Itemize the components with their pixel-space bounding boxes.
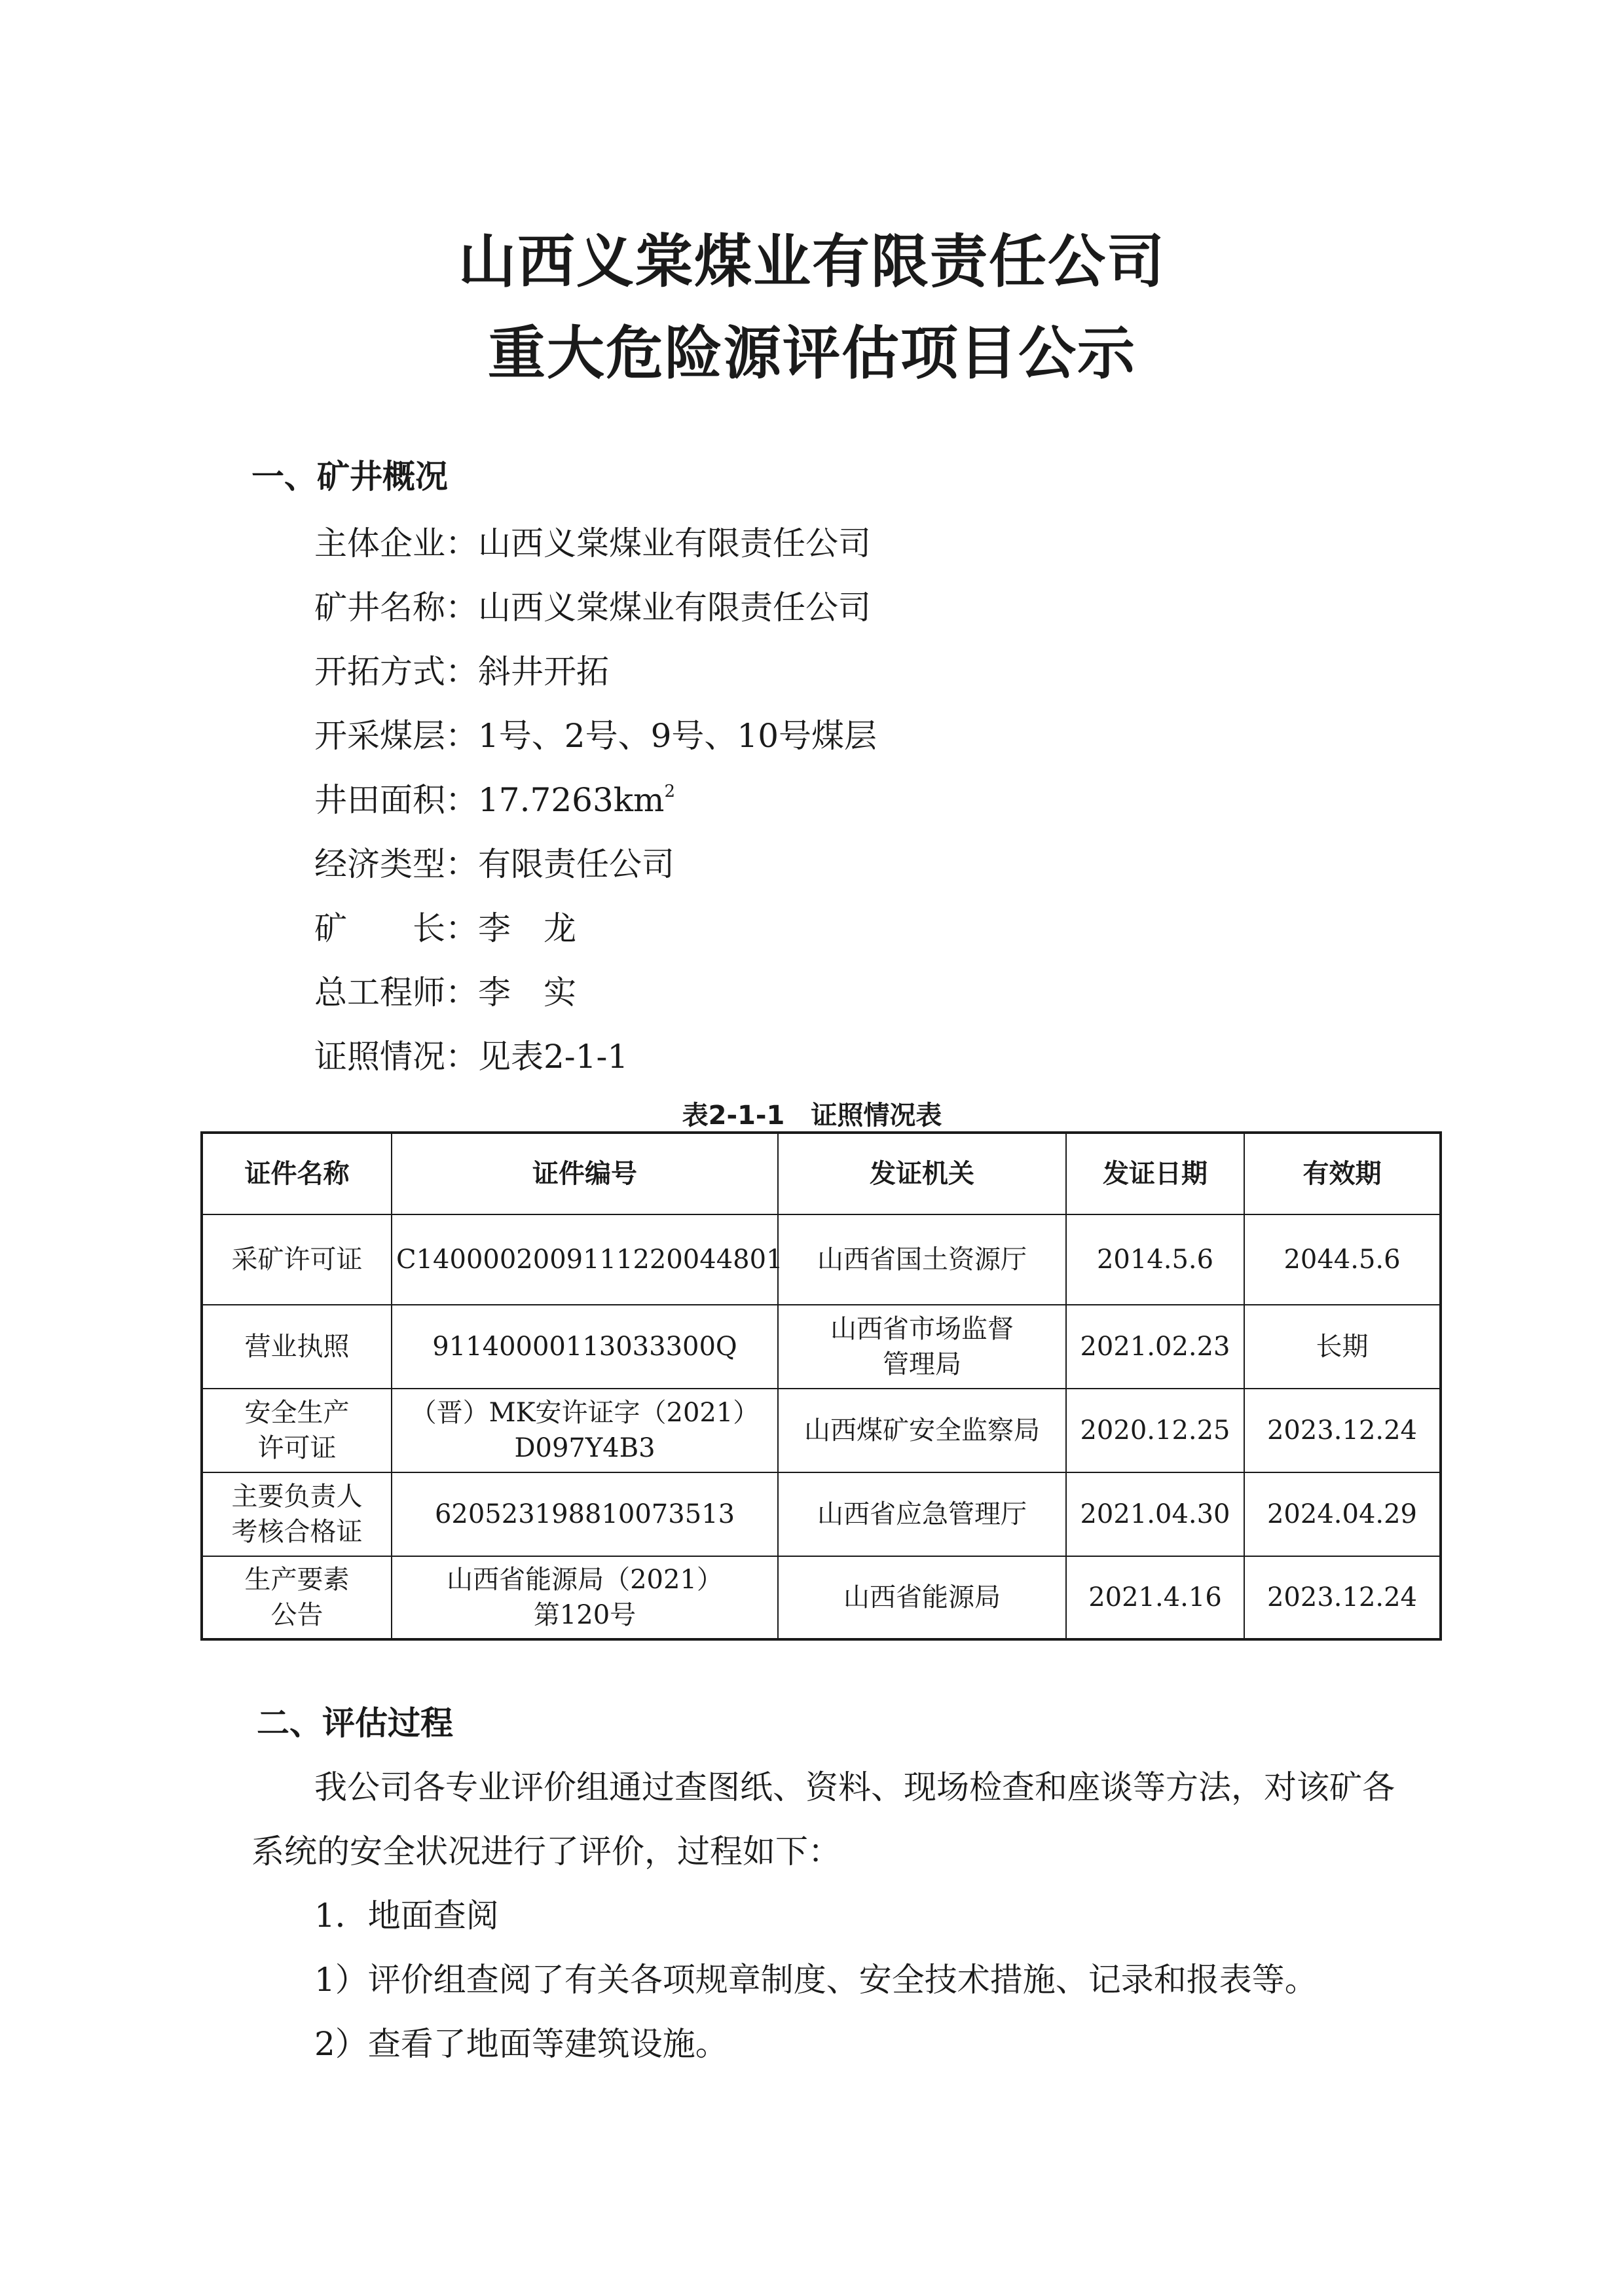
field-value: 1号、2号、9号、10号煤层 (478, 717, 877, 755)
table-caption: 表2-1-1 证照情况表 (682, 1101, 942, 1131)
field-chief-engineer (314, 973, 576, 1012)
column-header: 发证机关 (778, 1133, 1066, 1214)
table-row (202, 1305, 1441, 1389)
document-title-line-1: 山西义棠煤业有限责任公司 (458, 228, 1166, 295)
field-development-method (314, 652, 609, 691)
cell-validity: 长期 (1244, 1305, 1441, 1389)
cell-certificate-name: 生产要素 公告 (202, 1556, 392, 1639)
field-value: 17.7263km (478, 781, 665, 819)
cell-certificate-number: （晋）MK安许证字（2021） D097Y4B3 (392, 1389, 778, 1472)
cell-issuing-authority: 山西省能源局 (778, 1556, 1066, 1639)
field-label: 矿井名称： (314, 589, 478, 627)
section-heading-evaluation-process: 二、评估过程 (257, 1704, 453, 1742)
field-field-area (314, 780, 675, 820)
list-subitem-1: 1）评价组查阅了有关各项规章制度、安全技术措施、记录和报表等。 (314, 1961, 1318, 1999)
table-row (202, 1389, 1441, 1472)
cell-certificate-name: 营业执照 (202, 1305, 392, 1389)
cell-issuing-authority: 山西煤矿安全监察局 (778, 1389, 1066, 1472)
cell-certificate-number: 620523198810073513 (392, 1472, 778, 1556)
paragraph-line-1: 我公司各专业评价组通过查图纸、资料、现场检查和座谈等方法，对该矿各 (314, 1768, 1395, 1806)
field-coal-seams (314, 716, 877, 756)
cell-certificate-name: 采矿许可证 (202, 1214, 392, 1305)
cell-issuing-authority: 山西省应急管理厅 (778, 1472, 1066, 1556)
cell-validity: 2023.12.24 (1244, 1556, 1441, 1639)
cell-validity: 2024.04.29 (1244, 1472, 1441, 1556)
field-main-enterprise (314, 524, 871, 563)
field-label: 证照情况： (314, 1038, 478, 1076)
cell-issuing-authority: 山西省市场监督 管理局 (778, 1305, 1066, 1389)
field-value: 李 龙 (478, 909, 576, 947)
field-value: 李 实 (478, 974, 576, 1011)
column-header: 证件编号 (392, 1133, 778, 1214)
field-mine-director (314, 909, 576, 948)
table-row (202, 1472, 1441, 1556)
field-label: 矿 长： (314, 909, 478, 947)
cell-certificate-name: 安全生产 许可证 (202, 1389, 392, 1472)
field-value: 山西义棠煤业有限责任公司 (478, 589, 871, 627)
field-value: 山西义棠煤业有限责任公司 (478, 524, 871, 562)
list-subitem-2: 2）查看了地面等建筑设施。 (314, 2025, 728, 2063)
table-header-row (202, 1133, 1441, 1214)
paragraph-line-2: 系统的安全状况进行了评价，过程如下： (251, 1832, 841, 1870)
cell-validity: 2023.12.24 (1244, 1389, 1441, 1472)
cell-certificate-number: C1400002009111220044801 (392, 1214, 778, 1305)
field-label: 井田面积： (314, 781, 478, 819)
field-mine-name (314, 588, 871, 627)
cell-issue-date: 2021.04.30 (1066, 1472, 1244, 1556)
field-value-superscript: 2 (664, 782, 676, 801)
cell-certificate-number: 山西省能源局（2021） 第120号 (392, 1556, 778, 1639)
column-header: 证件名称 (202, 1133, 392, 1214)
field-certificates (314, 1037, 628, 1076)
field-label: 总工程师： (314, 974, 478, 1011)
table-row (202, 1214, 1441, 1305)
cell-certificate-name: 主要负责人 考核合格证 (202, 1472, 392, 1556)
cell-issue-date: 2014.5.6 (1066, 1214, 1244, 1305)
field-label: 经济类型： (314, 845, 478, 883)
document-title-line-2: 重大危险源评估项目公示 (487, 319, 1136, 387)
table-row (202, 1556, 1441, 1639)
list-item-surface-review: 1．地面查阅 (314, 1897, 499, 1935)
cell-issuing-authority: 山西省国土资源厅 (778, 1214, 1066, 1305)
column-header: 有效期 (1244, 1133, 1441, 1214)
cell-validity: 2044.5.6 (1244, 1214, 1441, 1305)
field-value: 斜井开拓 (478, 653, 609, 691)
section-heading-mine-overview: 一、矿井概况 (251, 458, 448, 496)
field-economic-type (314, 845, 674, 884)
cell-certificate-number: 91140000113033300Q (392, 1305, 778, 1389)
cell-issue-date: 2021.02.23 (1066, 1305, 1244, 1389)
column-header: 发证日期 (1066, 1133, 1244, 1214)
field-value: 有限责任公司 (478, 845, 674, 883)
cell-issue-date: 2021.4.16 (1066, 1556, 1244, 1639)
certificate-table (200, 1131, 1442, 1641)
field-label: 开采煤层： (314, 717, 478, 755)
field-label: 开拓方式： (314, 653, 478, 691)
cell-issue-date: 2020.12.25 (1066, 1389, 1244, 1472)
field-value: 见表2-1-1 (478, 1038, 629, 1076)
field-label: 主体企业： (314, 524, 478, 562)
